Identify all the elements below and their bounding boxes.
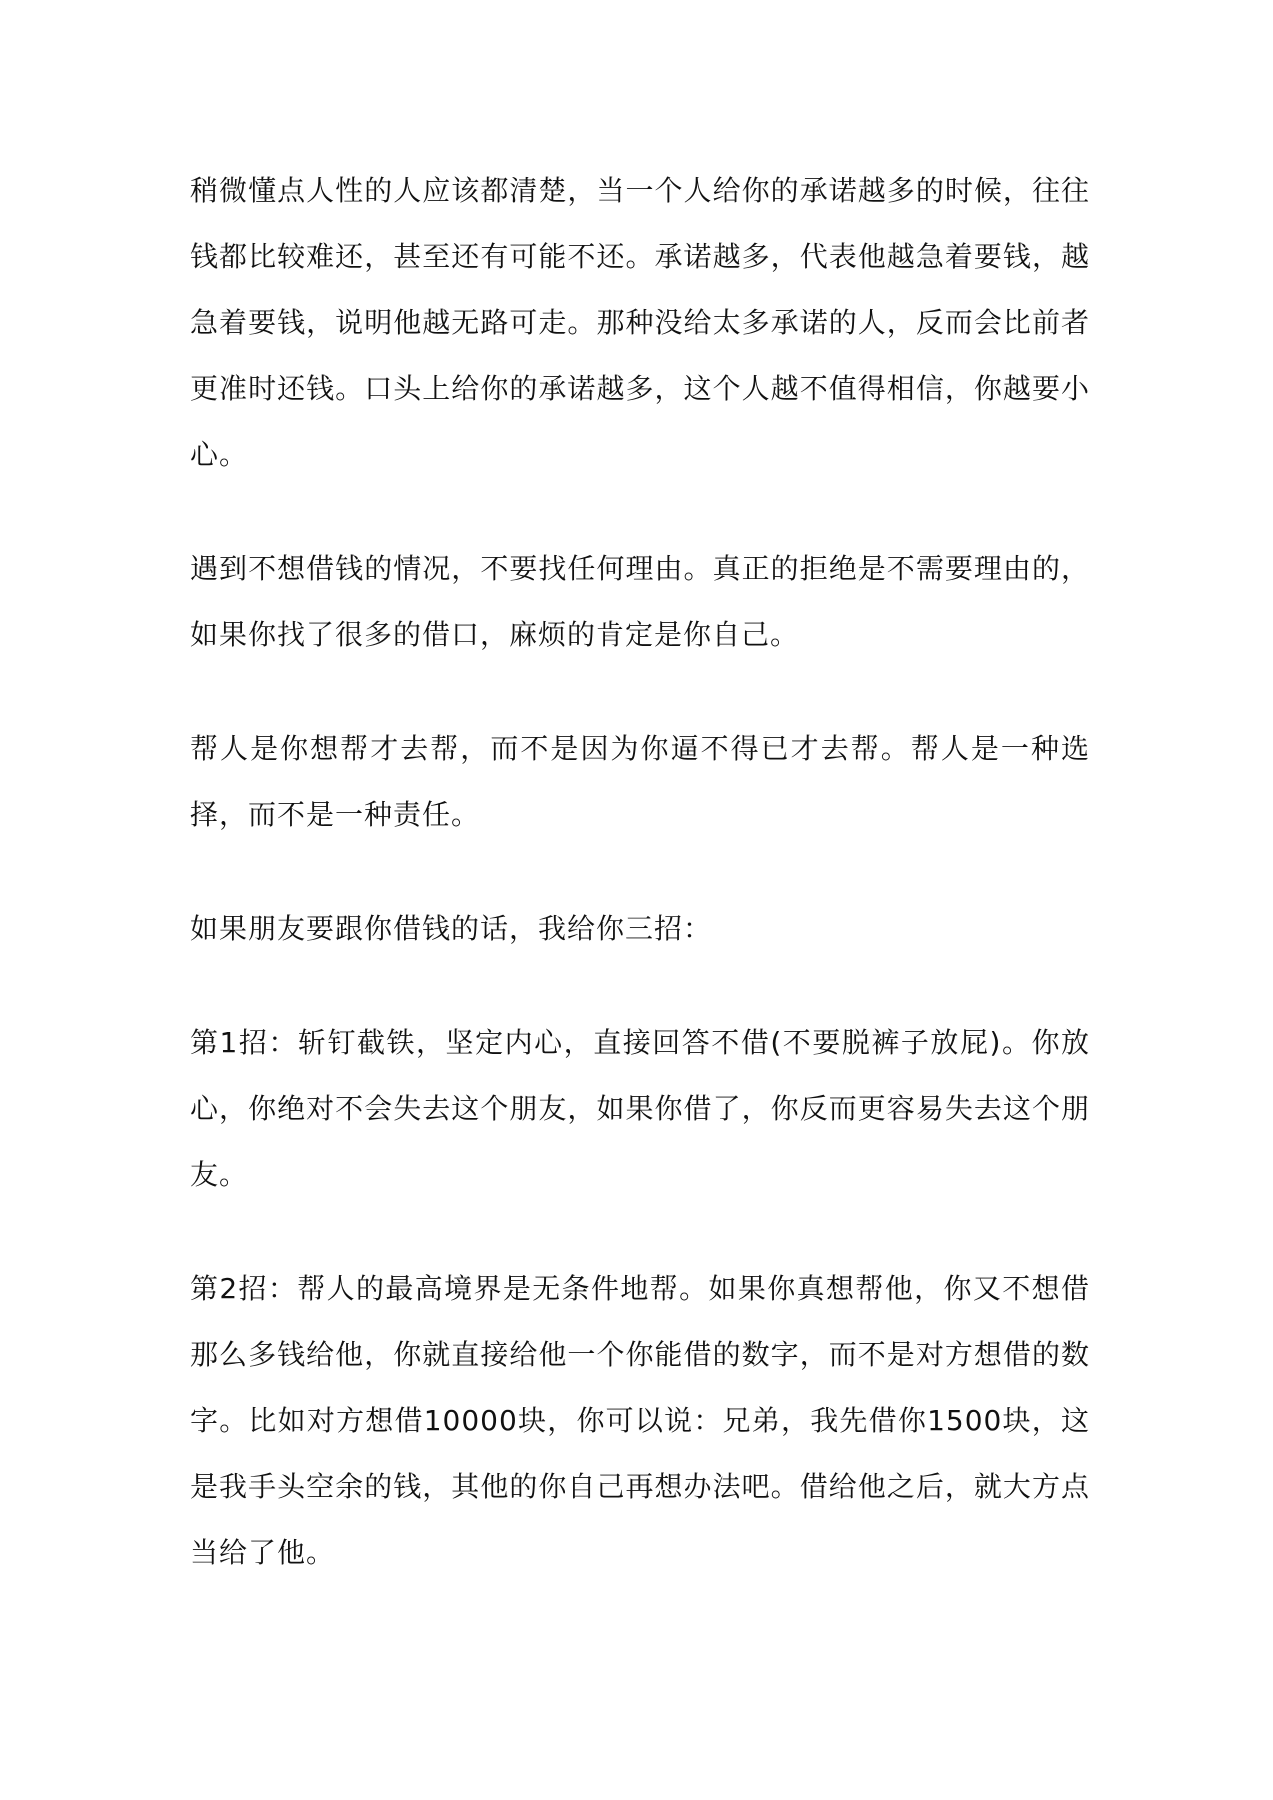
paragraph-tip-2: 第2招：帮人的最高境界是无条件地帮。如果你真想帮他，你又不想借那么多钱给他，你就直接给他一个你能借的数字，而不是对方想借的数字。比如对方想借10000块，你可以说：兄弟，我先借你1500块，这是我手头空余的钱，其他的你自己再想办法吧。借给他之后，就大方点当给了他。 <box>190 1272 1090 1569</box>
paragraph-three-tips-intro: 如果朋友要跟你借钱的话，我给你三招： <box>190 912 713 945</box>
paragraph-refusal: 遇到不想借钱的情况，不要找任何理由。真正的拒绝是不需要理由的，如果你找了很多的借口，麻烦的肯定是你自己。 <box>190 552 1090 651</box>
paragraph-tip-1: 第1招：斩钉截铁，坚定内心，直接回答不借(不要脱裤子放屁)。你放心，你绝对不会失去这个朋友，如果你借了，你反而更容易失去这个朋友。 <box>190 1026 1090 1191</box>
paragraph-helping: 帮人是你想帮才去帮，而不是因为你逼不得已才去帮。帮人是一种选择，而不是一种责任。 <box>190 732 1090 831</box>
document-body <box>190 158 1090 1634</box>
paragraph-promises: 稍微懂点人性的人应该都清楚，当一个人给你的承诺越多的时候，往往钱都比较难还，甚至还有可能不还。承诺越多，代表他越急着要钱，越急着要钱，说明他越无路可走。那种没给太多承诺的人，反而会比前者更准时还钱。口头上给你的承诺越多，这个人越不值得相信，你越要小心。 <box>190 174 1090 471</box>
